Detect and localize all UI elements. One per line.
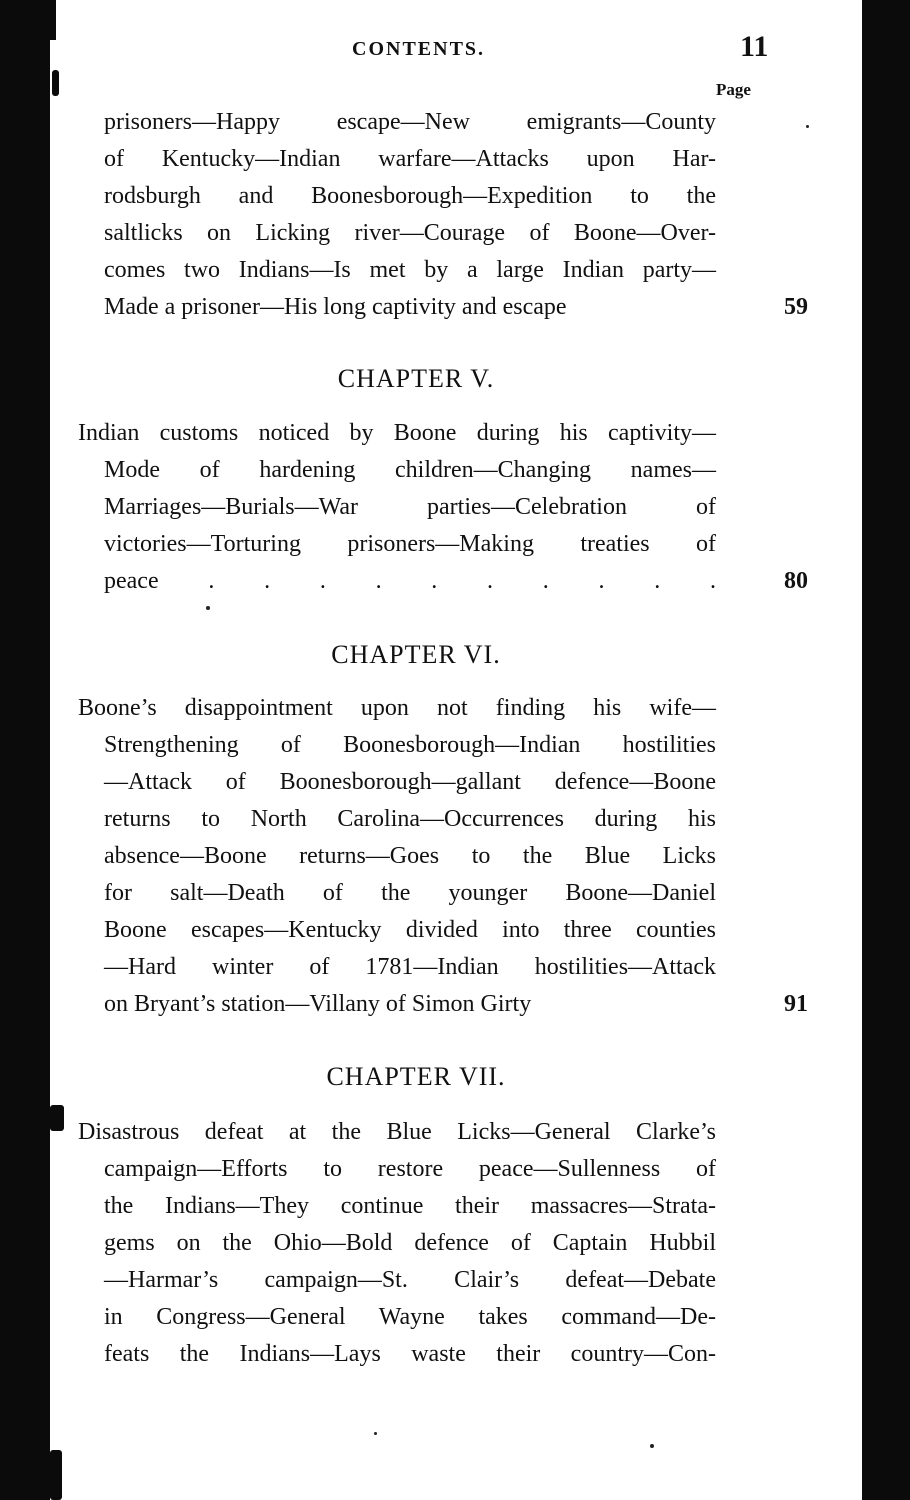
entry-line: in Congress—General Wayne takes command—De- bbox=[104, 1304, 716, 1330]
entry-line: comes two Indians—Is met by a large Indian party— bbox=[104, 257, 716, 283]
toc-entry bbox=[78, 1114, 716, 1373]
entry-line: peace . . . . . . . . . . bbox=[104, 568, 716, 594]
entry-line: Strengthening of Boonesborough—Indian hostilities bbox=[104, 732, 716, 758]
toc-entry bbox=[104, 104, 808, 326]
entry-line: —Hard winter of 1781—Indian hostilities—Attack bbox=[104, 954, 716, 980]
entry-page-number: 59 bbox=[784, 294, 808, 320]
entry-line: feats the Indians—Lays waste their country—Con- bbox=[104, 1341, 716, 1367]
running-head: CONTENTS. bbox=[352, 38, 486, 60]
entry-line: absence—Boone returns—Goes to the Blue Licks bbox=[104, 843, 716, 869]
entry-line: Disastrous defeat at the Blue Licks—General Clarke’s bbox=[78, 1119, 716, 1145]
print-speck bbox=[806, 125, 809, 128]
scan-right-edge bbox=[862, 0, 910, 1500]
entry-line: prisoners—Happy escape—New emigrants—County bbox=[104, 109, 716, 135]
entry-line: gems on the Ohio—Bold defence of Captain Hubbil bbox=[104, 1230, 716, 1256]
print-speck bbox=[650, 1444, 654, 1448]
entry-line: for salt—Death of the younger Boone—Daniel bbox=[104, 880, 716, 906]
entry-line: Made a prisoner—His long captivity and escape bbox=[104, 294, 567, 320]
entry-line: on Bryant’s station—Villany of Simon Girty bbox=[104, 991, 532, 1017]
entry-line: victories—Torturing prisoners—Making treaties of bbox=[104, 531, 716, 557]
entry-line: rodsburgh and Boonesborough—Expedition to the bbox=[104, 183, 716, 209]
page-column-label: Page bbox=[716, 80, 751, 99]
entry-line: —Harmar’s campaign—St. Clair’s defeat—Debate bbox=[104, 1267, 716, 1293]
entry-line: of Kentucky—Indian warfare—Attacks upon Har- bbox=[104, 146, 716, 172]
entry-line: campaign—Efforts to restore peace—Sullenness of bbox=[104, 1156, 716, 1182]
chapter-heading: CHAPTER VI. bbox=[331, 640, 501, 669]
toc-entry bbox=[78, 415, 808, 600]
entry-line: the Indians—They continue their massacres—Strata- bbox=[104, 1193, 716, 1219]
toc-entry bbox=[78, 690, 808, 1023]
entry-line: Boone escapes—Kentucky divided into three counties bbox=[104, 917, 716, 943]
book-page bbox=[56, 0, 862, 1500]
print-speck bbox=[374, 1432, 377, 1435]
entry-line: —Attack of Boonesborough—gallant defence—Boone bbox=[104, 769, 716, 795]
entry-line: Indian customs noticed by Boone during his captivity— bbox=[78, 420, 716, 446]
entry-line: Boone’s disappointment upon not finding his wife— bbox=[78, 695, 716, 721]
entry-page-number: 80 bbox=[784, 568, 808, 594]
entry-line: saltlicks on Licking river—Courage of Boone—Over- bbox=[104, 220, 716, 246]
chapter-heading: CHAPTER V. bbox=[337, 364, 495, 393]
entry-line: Mode of hardening children—Changing names— bbox=[104, 457, 716, 483]
print-speck bbox=[206, 606, 210, 610]
entry-page-number: 91 bbox=[784, 991, 808, 1017]
chapter-heading: CHAPTER VII. bbox=[326, 1062, 506, 1091]
entry-line: returns to North Carolina—Occurrences during his bbox=[104, 806, 716, 832]
entry-line: Marriages—Burials—War parties—Celebration of bbox=[104, 494, 716, 520]
scan-left-edge bbox=[0, 0, 50, 1500]
page-number: 11 bbox=[740, 30, 769, 63]
